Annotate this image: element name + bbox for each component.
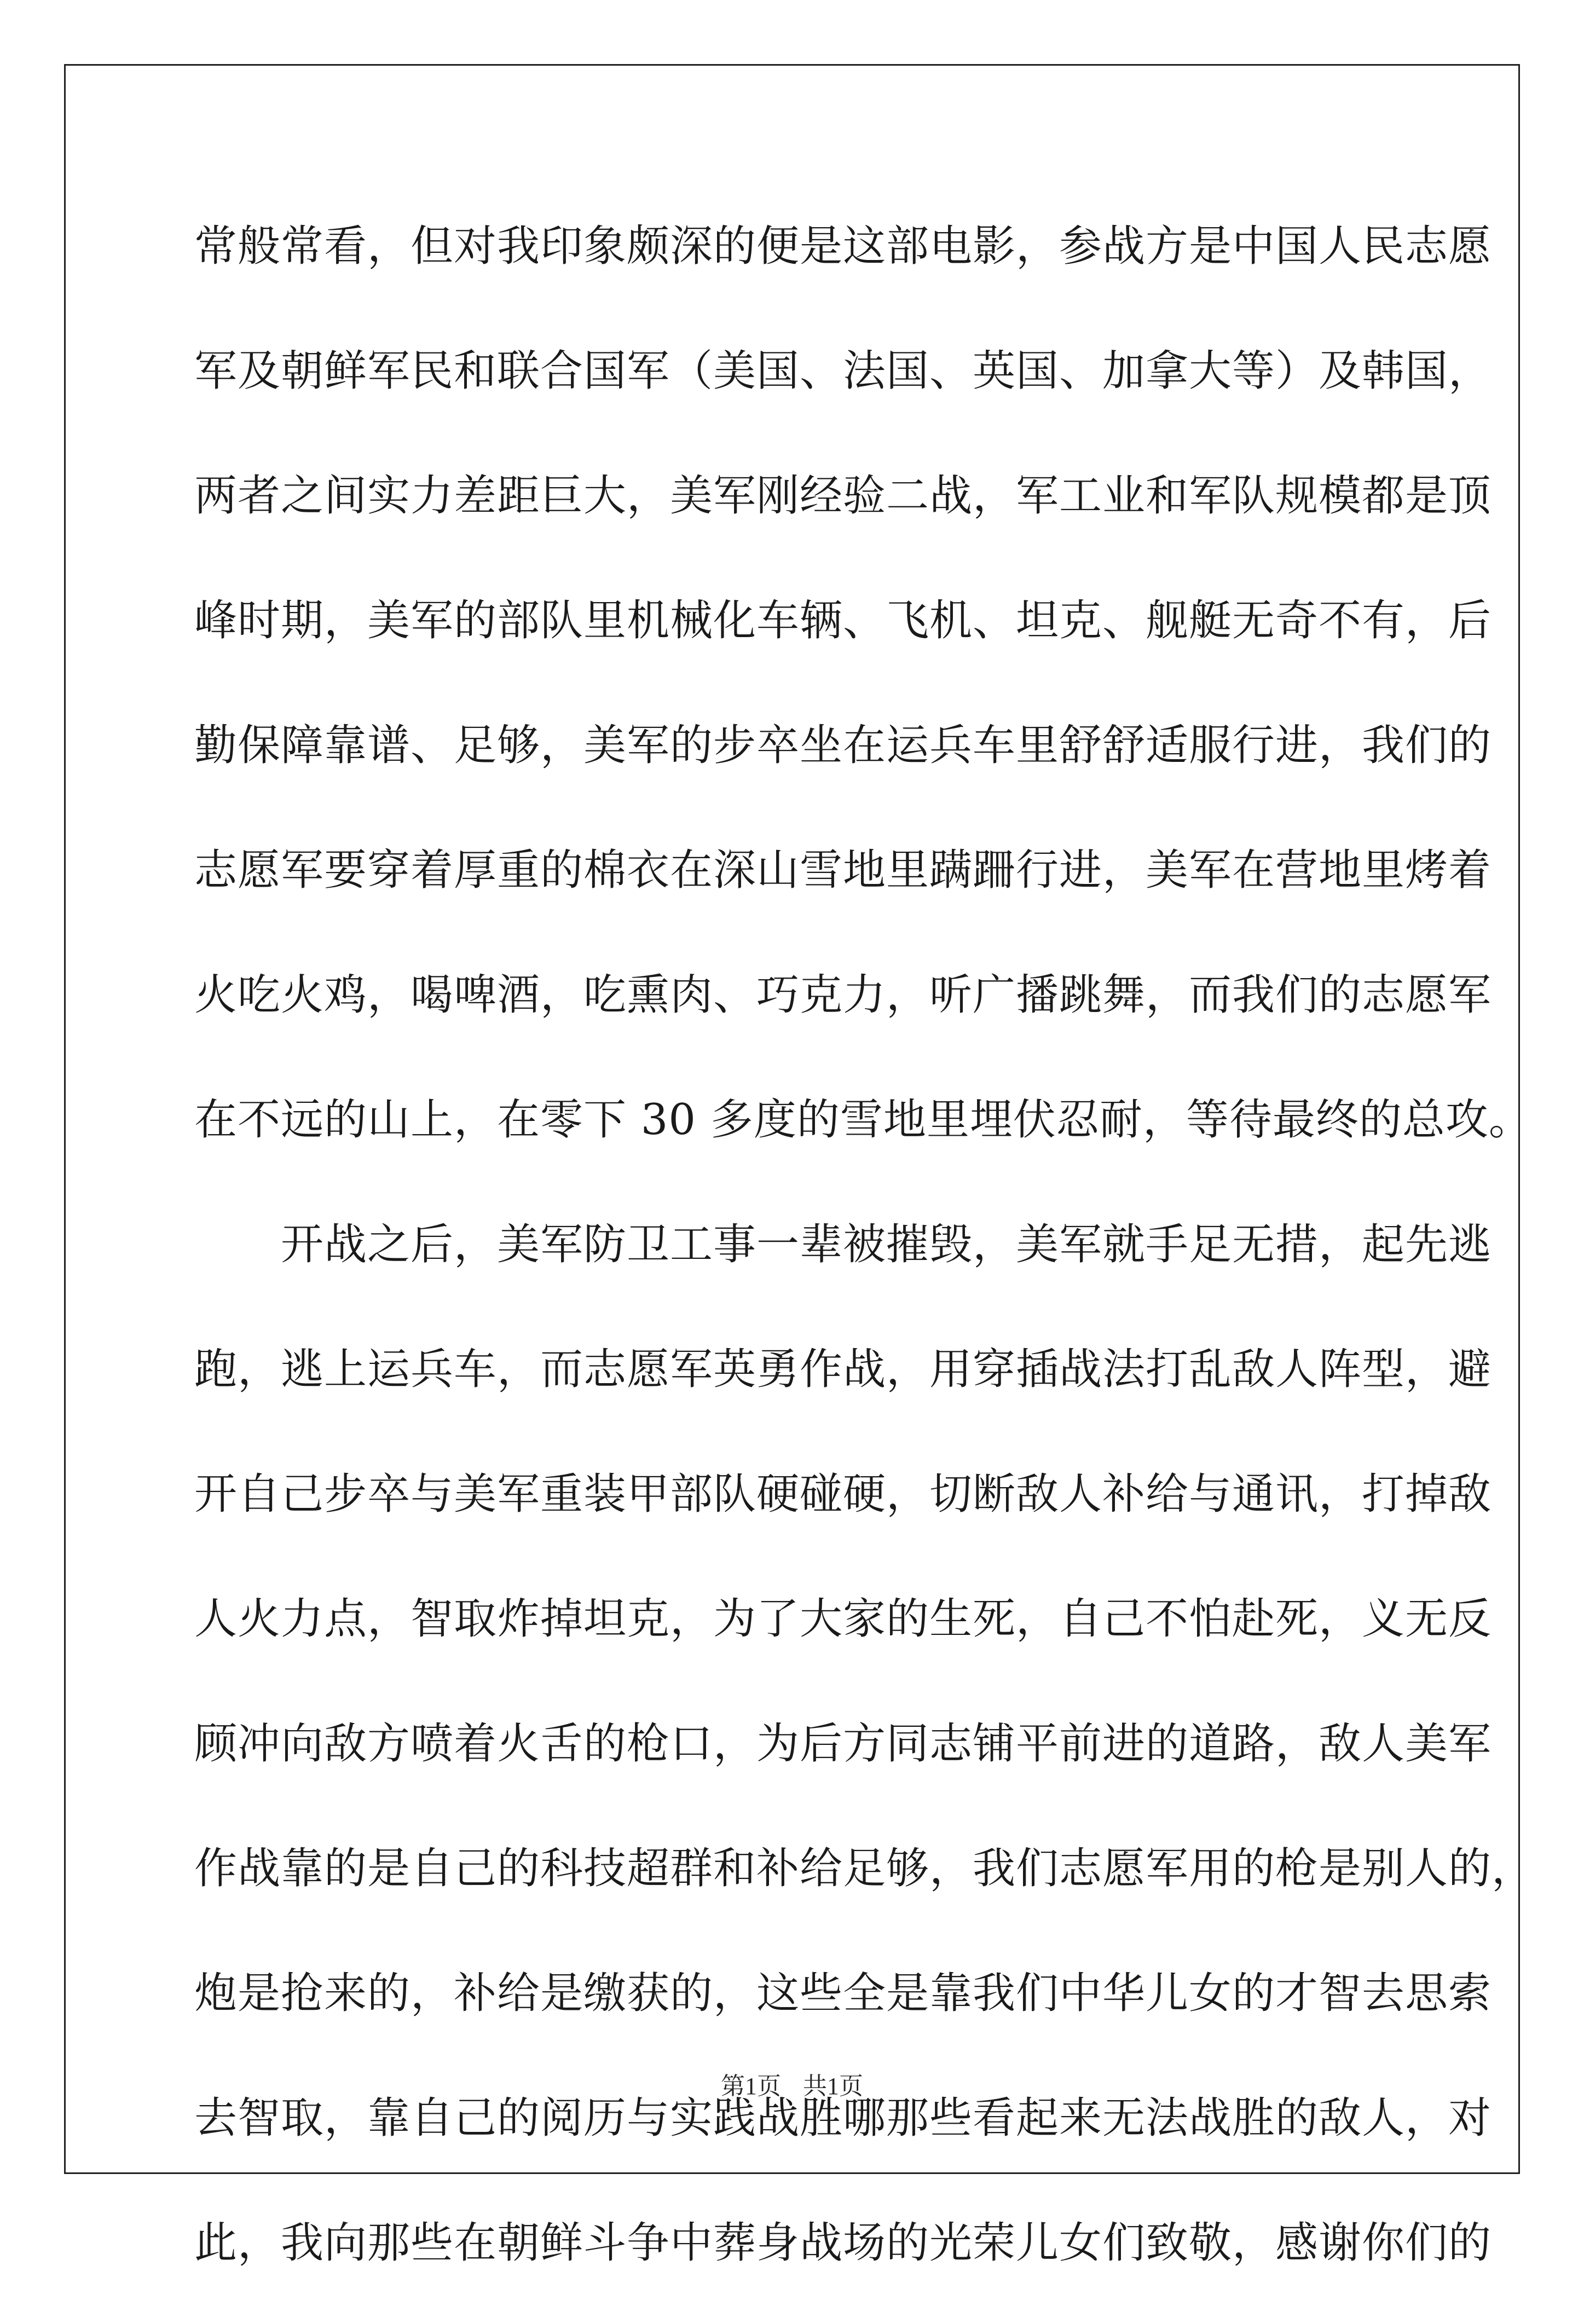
text-line: 在不远的山上，在零下 30 多度的雪地里埋伏忍耐，等待最终的总攻。 [194,1095,1532,1144]
text-line: 常般常看，但对我印象颇深的便是这部电影，参战方是中国人民志愿 [194,222,1492,271]
text-line: 作战靠的是自己的科技超群和补给足够，我们志愿军用的枪是别人的， [194,1844,1535,1893]
text-line: 峰时期，美军的部队里机械化车辆、飞机、坦克、舰艇无奇不有，后 [194,596,1492,645]
text-line: 开战之后，美军防卫工事一辈被摧毁，美军就手足无措，起先逃 [194,1220,1492,1269]
page-footer [0,2066,1584,2101]
document-body [194,203,1535,2324]
text-line: 两者之间实力差距巨大，美军刚经验二战，军工业和军队规模都是顶 [194,471,1492,521]
text-line: 勤保障靠谱、足够，美军的步卒坐在运兵车里舒舒适服行进，我们的 [194,721,1492,770]
text-line: 火吃火鸡，喝啤酒，吃熏肉、巧克力，听广播跳舞，而我们的志愿军 [194,970,1492,1020]
text-line: 去智取，靠自己的阅历与实践战胜哪那些看起来无法战胜的敌人，对 [194,2094,1492,2143]
text-line: 顾冲向敌方喷着火舌的枪口，为后方同志铺平前进的道路，敌人美军 [194,1719,1492,1768]
text-line: 此，我向那些在朝鲜斗争中葬身战场的光荣儿女们致敬，感谢你们的 [194,2218,1492,2268]
text-line: 炮是抢来的，补给是缴获的，这些全是靠我们中华儿女的才智去思索 [194,1969,1492,2018]
text-line: 志愿军要穿着厚重的棉衣在深山雪地里蹒跚行进，美军在营地里烤着 [194,846,1492,895]
text-line: 人火力点，智取炸掉坦克，为了大家的生死，自己不怕赴死，义无反 [194,1594,1492,1644]
text-line: 开自己步卒与美军重装甲部队硬碰硬，切断敌人补给与通讯，打掉敌 [194,1470,1492,1519]
page-total: 共1页 [803,2073,863,2100]
page-number: 第1页 [721,2073,781,2100]
text-line: 军及朝鲜军民和联合国军（美国、法国、英国、加拿大等）及韩国， [194,346,1492,396]
text-line: 跑，逃上运兵车，而志愿军英勇作战，用穿插战法打乱敌人阵型，避 [194,1345,1492,1394]
